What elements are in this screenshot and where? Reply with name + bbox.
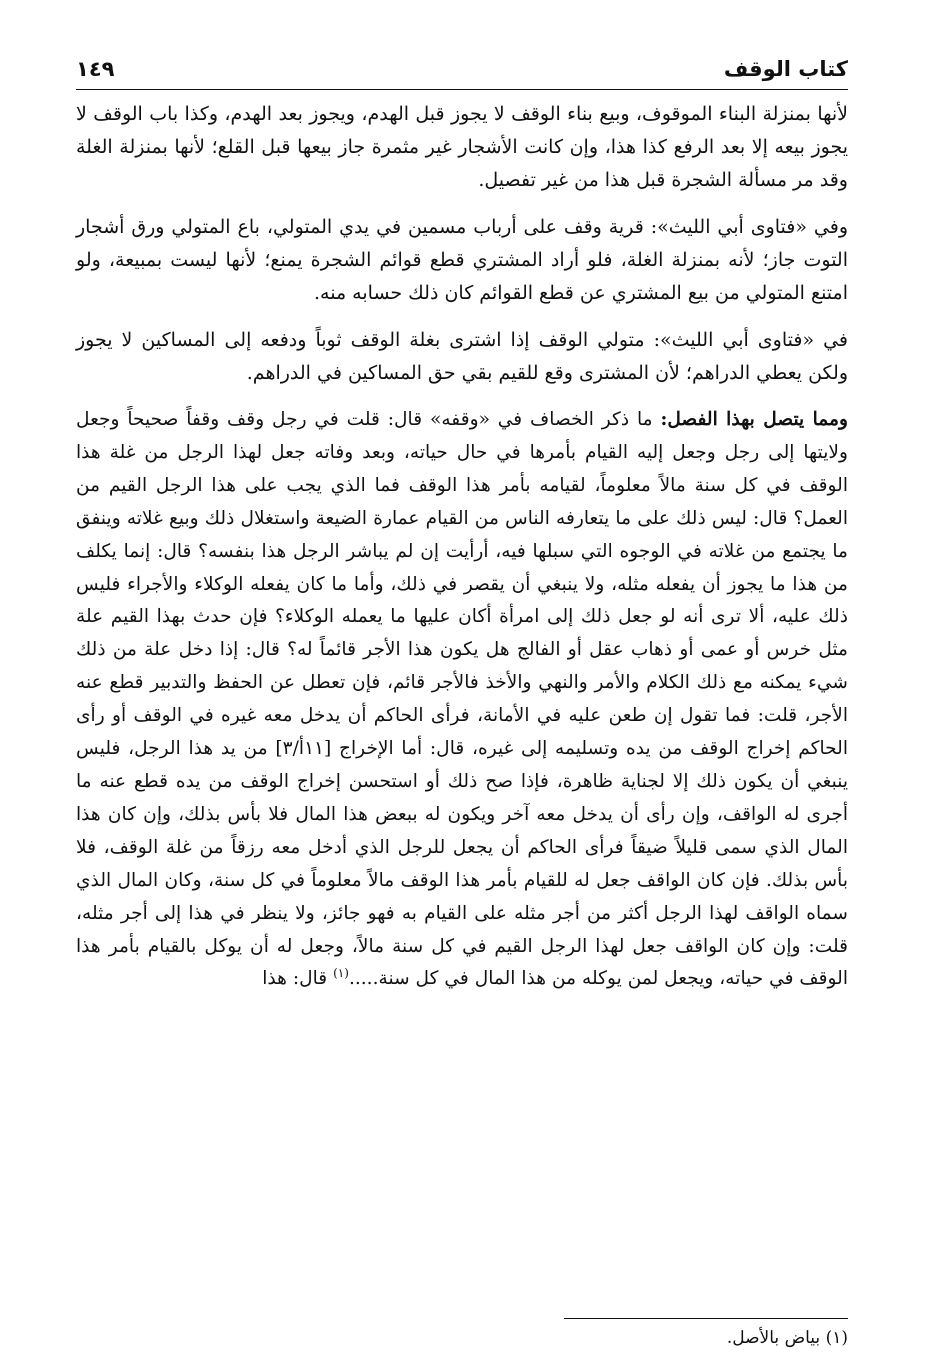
footnote-marker: (١) <box>825 1328 848 1348</box>
paragraph-2 <box>76 211 848 310</box>
paragraph-4-text: ما ذكر الخصاف في «وقفه» قال: قلت في رجل وقف وقفاً صحيحاً وجعل ولايتها إلى رجل وجعل إليه القيام بأمرها في حال حياته، وبعد وفاته جعل لهذا الرجل من غلة هذا الوقف في كل سنة مالاً معلوماً، لقيامه بأمر هذا الوقف فما الذي يجب على هذا الرجل القيم من العمل؟ قال: ليس ذلك على ما يتعارفه الناس من القيام عمارة الضيعة واستغلال ذلك وبيع غلاته وينفق ما يجتمع من غلاته في الوجوه التي سبلها فيه، أرأيت إن لم يباشر الرجل هذا بنفسه؟ قال: إنما يكلف من هذا ما يجوز أن يفعله مثله، ولا ينبغي أن يقصر في ذلك، وأما ما كان يفعله الوكلاء والأجراء فليس ذلك عليه، ألا ترى أنه لو جعل ذلك إلى امرأة أكان عليها ما يعمله الوكلاء؟ فإن حدث بهذا القيم علة مثل خرس أو عمى أو ذهاب عقل أو الفالج هل يكون هذا الأجر قائماً له؟ قال: إذا دخل علة من ذلك شيء يمكنه مع ذلك الكلام والأمر والنهي والأخذ فالأجر قائم، فإن تعطل عن الحفظ والتدبير قطع عنه الأجر، قلت: فما تقول إن طعن عليه في الأمانة، فرأى الحاكم أن يدخل معه غيره في الوقف أو رأى الحاكم إخراج الوقف من يده وتسليمه إلى غيره، قال: أما الإخراج [١١أ/٣] من يد هذا الرجل، فليس ينبغي أن يكون ذلك إلا لجناية ظاهرة، فإذا صح ذلك أو استحسن إخراج الوقف من يده قطع عنه ما أجرى له الواقف، وإن رأى أن يدخل معه آخر ويكون له ببعض هذا المال فلا بأس بذلك، وإن كان هذا المال الذي سمى قليلاً ضيقاً فرأى الحاكم أن يجعل للرجل الذي أدخل معه رزقاً من غلة الوقف، فلا بأس بذلك. فإن كان الواقف جعل له للقيام بأمر هذا الوقف مالاً معلوماً في كل سنة، وكان المال الذي سماه الواقف لهذا الرجل أكثر من أجر مثله على القيام به فهو جائز، ولا ينظر في هذا إلى أجر مثله، قلت: وإن كان الواقف جعل لهذا الرجل القيم في كل سنة مالاً، وجعل له أن يوكل بالقيام بأمر هذا الوقف في حياته، ويجعل لمن يوكله من هذا المال في كل سنة..... <box>76 409 849 990</box>
footnote-separator <box>564 1318 848 1319</box>
main-text <box>76 98 848 996</box>
paragraph-3-text: في «فتاوى أبي الليث»: متولي الوقف إذا اشترى بغلة الوقف ثوباً ودفعه إلى المساكين لا يجوز ولكن يعطي الدراهم؛ لأن المشترى وقع للقيم بقي حق المساكين في الدراهم. <box>76 329 848 384</box>
footnote-text: بياض بالأصل. <box>726 1328 821 1348</box>
chapter-title: كتاب الوقف <box>723 57 848 81</box>
paragraph-4 <box>76 404 848 996</box>
page-number: ١٤٩ <box>76 57 115 81</box>
paragraph-1 <box>76 98 848 197</box>
paragraph-3 <box>76 324 848 390</box>
book-page <box>76 40 849 1348</box>
paragraph-4-tail: قال: هذا <box>262 968 334 990</box>
running-header <box>76 40 848 90</box>
section-lead-heading: ومما يتصل بهذا الفصل: <box>660 409 848 430</box>
paragraph-1-text: لأنها بمنزلة البناء الموقوف، وبيع بناء الوقف لا يجوز قبل الهدم، ويجوز بعد الهدم، وكذا باب الوقف لا يجوز بيعه إلا بعد الرفع كذا هذا، وإن كانت الأشجار غير مثمرة جاز بيعها قبل القلع؛ لأنها بمنزلة الغلة وقد مر مسألة الشجرة قبل هذا من غير تفصيل. <box>76 103 848 191</box>
footnote <box>727 1326 848 1350</box>
footnote-reference[interactable]: (١) <box>333 966 349 981</box>
paragraph-2-text: وفي «فتاوى أبي الليث»: قرية وقف على أرباب مسمين في يدي المتولي، باع المتولي ورق أشجار التوت جاز؛ لأنه بمنزلة الغلة، فلو أراد المشتري قطع قوائم الشجرة يمنع؛ لأنها ليست بمبيعة، ولو امتنع المتولي من بيع المشتري عن قطع القوائم كان ذلك حسابه منه. <box>76 216 848 304</box>
header-rule <box>76 89 848 90</box>
